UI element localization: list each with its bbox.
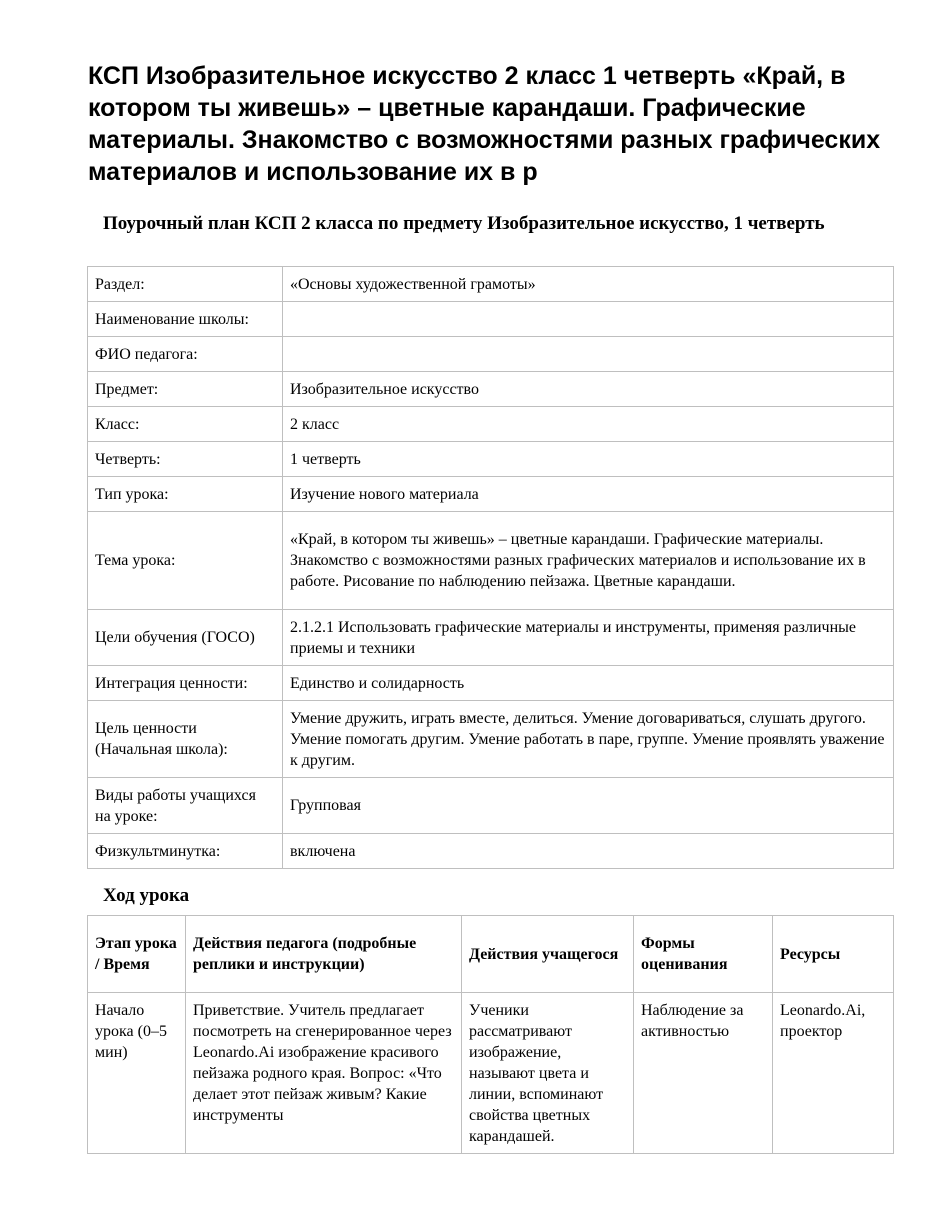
table-row — [88, 993, 894, 1154]
row-value-subject: Изобразительное искусство — [283, 372, 894, 407]
row-value-school — [283, 302, 894, 337]
row-label-exercise-break: Физкультминутка: — [88, 834, 283, 869]
row-value-lesson-type: Изучение нового материала — [283, 477, 894, 512]
row-value-value-integration: Единство и солидарность — [283, 666, 894, 701]
cell-resources: Leonardo.Ai, проектор — [773, 993, 894, 1154]
row-label-quarter: Четверть: — [88, 442, 283, 477]
table-row — [88, 267, 894, 302]
row-value-quarter: 1 четверть — [283, 442, 894, 477]
cell-assessment: Наблюдение за активностью — [634, 993, 773, 1154]
row-label-subject: Предмет: — [88, 372, 283, 407]
table-row — [88, 372, 894, 407]
table-row — [88, 834, 894, 869]
row-label-school: Наименование школы: — [88, 302, 283, 337]
row-value-exercise-break: включена — [283, 834, 894, 869]
row-label-work-types: Виды работы учащихся на уроке: — [88, 778, 283, 834]
row-label-value-goal: Цель ценности (Начальная школа): — [88, 701, 283, 778]
column-header-teacher-actions: Действия педагога (подробные реплики и инструкции) — [186, 916, 462, 993]
table-row — [88, 512, 894, 610]
table-row — [88, 477, 894, 512]
column-header-resources: Ресурсы — [773, 916, 894, 993]
table-row — [88, 337, 894, 372]
table-header-row — [88, 916, 894, 993]
row-value-value-goal: Умение дружить, играть вместе, делиться. Умение договариваться, слушать другого. Умение помогать другим. Умение работать в паре, группе. Умение проявлять уважение к другим. — [283, 701, 894, 778]
row-value-grade: 2 класс — [283, 407, 894, 442]
column-header-student-actions: Действия учащегося — [462, 916, 634, 993]
table-row — [88, 666, 894, 701]
row-value-work-types: Групповая — [283, 778, 894, 834]
lesson-info-table — [87, 266, 894, 869]
document-title: КСП Изобразительное искусство 2 класс 1 четверть «Край, в котором ты живешь» – цветные карандаши. Графические материалы. Знакомство с возможностями разных графических материалов и использование их в р — [88, 62, 881, 186]
row-label-value-integration: Интеграция ценности: — [88, 666, 283, 701]
table-row — [88, 610, 894, 666]
cell-teacher-actions: Приветствие. Учитель предлагает посмотреть на сгенерированное через Leonardo.Ai изображение красивого пейзажа родного края. Вопрос: «Что делает этот пейзаж живым? Какие инструменты — [186, 993, 462, 1154]
cell-stage: Начало урока (0–5 мин) — [88, 993, 186, 1154]
lesson-flow-table — [87, 915, 894, 1154]
row-value-section: «Основы художественной грамоты» — [283, 267, 894, 302]
row-label-teacher: ФИО педагога: — [88, 337, 283, 372]
table-row — [88, 302, 894, 337]
row-label-grade: Класс: — [88, 407, 283, 442]
plan-heading: Поурочный план КСП 2 класса по предмету Изобразительное искусство, 1 четверть — [103, 213, 825, 234]
row-value-learning-goals: 2.1.2.1 Использовать графические материалы и инструменты, применяя различные приемы и техники — [283, 610, 894, 666]
column-header-stage: Этап урока / Время — [88, 916, 186, 993]
table-row — [88, 442, 894, 477]
row-value-teacher — [283, 337, 894, 372]
row-label-learning-goals: Цели обучения (ГОСО) — [88, 610, 283, 666]
lesson-flow-heading: Ход урока — [103, 885, 190, 906]
cell-student-actions: Ученики рассматривают изображение, называют цвета и линии, вспоминают свойства цветных карандашей. — [462, 993, 634, 1154]
table-row — [88, 778, 894, 834]
row-label-lesson-type: Тип урока: — [88, 477, 283, 512]
column-header-assessment: Формы оценивания — [634, 916, 773, 993]
row-label-section: Раздел: — [88, 267, 283, 302]
table-row — [88, 701, 894, 778]
row-value-topic: «Край, в котором ты живешь» – цветные карандаши. Графические материалы. Знакомство с возможностями разных графических материалов и использование их в работе. Рисование по наблюдению пейзажа. Цветные карандаши. — [283, 512, 894, 610]
row-label-topic: Тема урока: — [88, 512, 283, 610]
table-row — [88, 407, 894, 442]
